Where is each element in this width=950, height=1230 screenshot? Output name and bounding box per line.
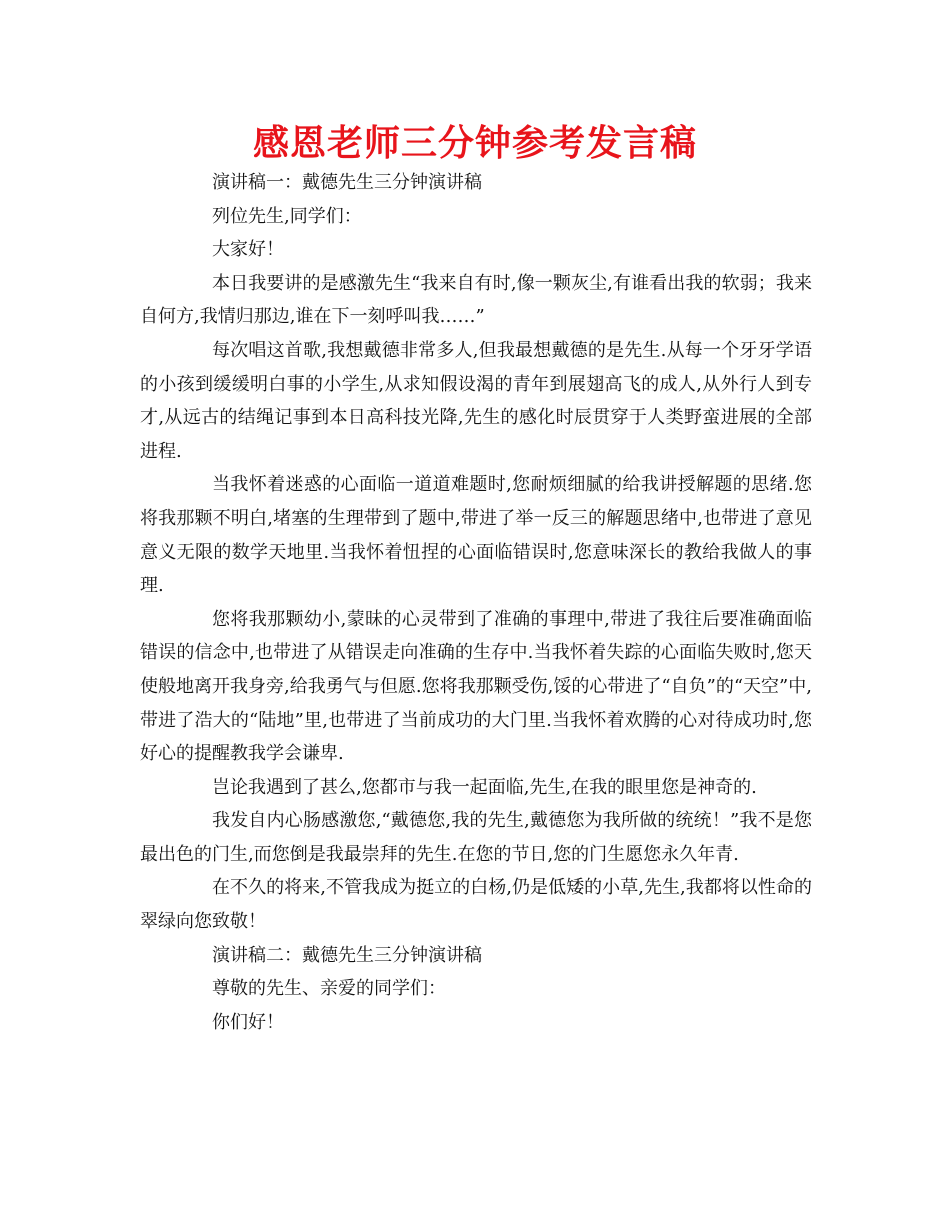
document-body: [140, 166, 812, 1039]
paragraph-always-together: 岂论我遇到了甚么,您都市与我一起面临,先生,在我的眼里您是神奇的.: [212, 776, 757, 798]
paragraph-speech-one-heading: 演讲稿一：戴德先生三分钟演讲稿: [212, 172, 482, 193]
paragraph-salutation-two: 尊敬的先生、亲爱的同学们：: [212, 978, 446, 1000]
paragraph-greeting-two: 你们好！: [212, 1011, 284, 1033]
paragraph-problem-solving: 当我怀着迷惑的心面临一道道难题时,您耐烦细腻的给我讲授解题的思绪.您将我那颗不明白,堵塞的生理带到了题中,带进了举一反三的解题思绪中,也带进了意见意义无限的数学天地里.当我怀着忸捏的心面临错误时,您意味深长的教给我做人的事理.: [140, 474, 812, 597]
paragraph-greeting: 大家好！: [212, 239, 284, 261]
paragraph-song-quote: 本日我要讲的是感激先生“我来自有时,像一颗灰尘,有谁看出我的软弱；我来自何方,我情归那边,谁在下一刻呼叫我……”: [140, 272, 812, 328]
paragraph-teacher-role: 每次唱这首歌,我想戴德非常多人,但我最想戴德的是先生.从每一个牙牙学语的小孩到缓缓明白事的小学生,从求知假设渴的青年到展翅高飞的成人,从外行人到专才,从远古的结绳记事到本日高科技光降,先生的感化时辰贯穿于人类野蛮进展的全部进程.: [140, 339, 812, 462]
paragraph-salute: 在不久的将来,不管我成为挺立的白杨,仍是低矮的小草,先生,我都将以性命的翠绿向您致敬！: [140, 877, 812, 933]
paragraph-speech-two-heading: 演讲稿二：戴德先生三分钟演讲稿: [212, 944, 482, 966]
paragraph-gratitude: 我发自内心肠感激您,“戴德您,我的先生,戴德您为我所做的统统！”我不是您最出色的门生,而您倒是我最崇拜的先生.在您的节日,您的门生愿您永久年青.: [140, 810, 812, 865]
document-title: 感恩老师三分钟参考发言稿: [252, 123, 697, 164]
paragraph-salutation: 列位先生,同学们：: [212, 205, 362, 227]
paragraph-correct-path: 您将我那颗幼小,蒙昧的心灵带到了准确的事理中,带进了我往后要准确面临错误的信念中,也带进了从错误走向准确的生存中.当我怀着失踪的心面临失败时,您天使般地离开我身旁,给我勇气与但愿.您将我那颗受伤,馁的心带进了“自负”的“天空”中,带进了浩大的“陆地”里,也带进了当前成功的大门里.当我怀着欢腾的心对待成功时,您好心的提醒教我学会谦卑.: [140, 608, 812, 765]
